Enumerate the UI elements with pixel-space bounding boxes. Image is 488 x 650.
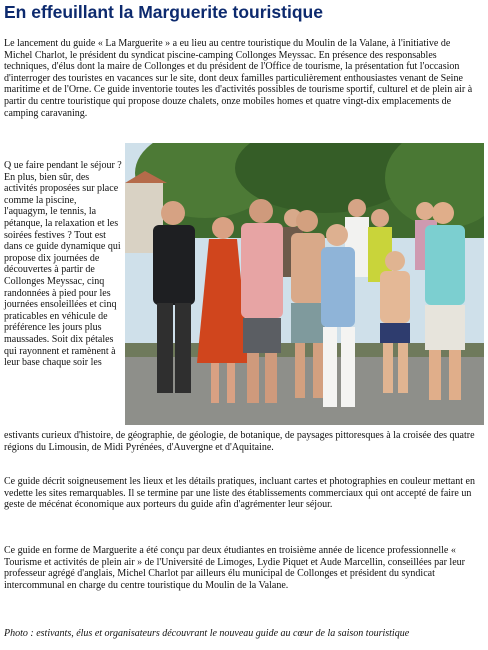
group-photo bbox=[125, 143, 484, 425]
paragraph-guide-contents: Ce guide décrit soigneusement les lieux et les détails pratiques, incluant cartes et photographies en couleur mettant en vedette les sites remarquables. Il se termine par une liste des établissements commerciaux qui ont accepté de faire un geste de mécénat économique aux porteurs du guide afin d'agrémenter leur séjour. bbox=[4, 476, 475, 511]
paragraph-intro: Le lancement du guide « La Marguerite » a eu lieu au centre touristique du Moulin de la Valane, à l'initiative de Michel Charlot, le président du syndicat piscine-camping Collonges Meyssac. En présence des responsables techniques, d'élus dont la maire de Collonges et du président de l'Office de tourisme, la présentation fut l'occasion d'interroger des touristes en vacances sur le site, dont deux familles particulièrement enthousiastes venant de Seine maritime et de l'Orne. Ce guide inventorie toutes les d'activités possibles de tourisme sportif, culturel et de plein air à partir du centre touristique qui propose douze chalets, onze mobiles homes et quatre vingt-dix emplacements de camping caravaning. bbox=[4, 38, 473, 119]
paragraph-activities-continued: estivants curieux d'histoire, de géographie, de géologie, de botanique, de paysages pittoresques à la croisée des quatre régions du Limousin, de Midi Pyrénées, d'Auvergne et d'Aquitaine. bbox=[4, 430, 475, 453]
paragraph-guide-authors: Ce guide en forme de Marguerite a été conçu par deux étudiantes en troisième année de licence professionnelle « Tourisme et activités de plein air » de l'Université de Limoges, Lydie Piquet et Aude Marcellin, conseillées par leur professeur agrégé d'anglais, Michel Charlot par ailleurs élu municipal de Collonges et président du syndicat intercommunal en charge du centre touristique du Moulin de la Valane. bbox=[4, 545, 465, 591]
photo-caption: Photo : estivants, élus et organisateurs découvrant le nouveau guide au cœur de la saison touristique bbox=[4, 628, 410, 639]
paragraph-activities-wrapped: Q ue faire pendant le séjour ? En plus, bien sûr, des activités proposées sur place comme la piscine, l'aquagym, le tennis, la pétanque, la relaxation et les soirées festives ? Tout est dans ce guide dynamique qui propose dix journées de découvertes à partir de Collonges Meyssac, cinq randonnées à pied pour les journées ensoleillées et cinq praticables en véhicule de préférence les jours plus maussades. Soit dix pétales qui rayonnent et ramènent à leur base chaque soir les bbox=[4, 160, 122, 369]
article-title: En effeuillant la Marguerite touristique bbox=[4, 2, 323, 22]
group-photo-illustration bbox=[125, 143, 484, 425]
